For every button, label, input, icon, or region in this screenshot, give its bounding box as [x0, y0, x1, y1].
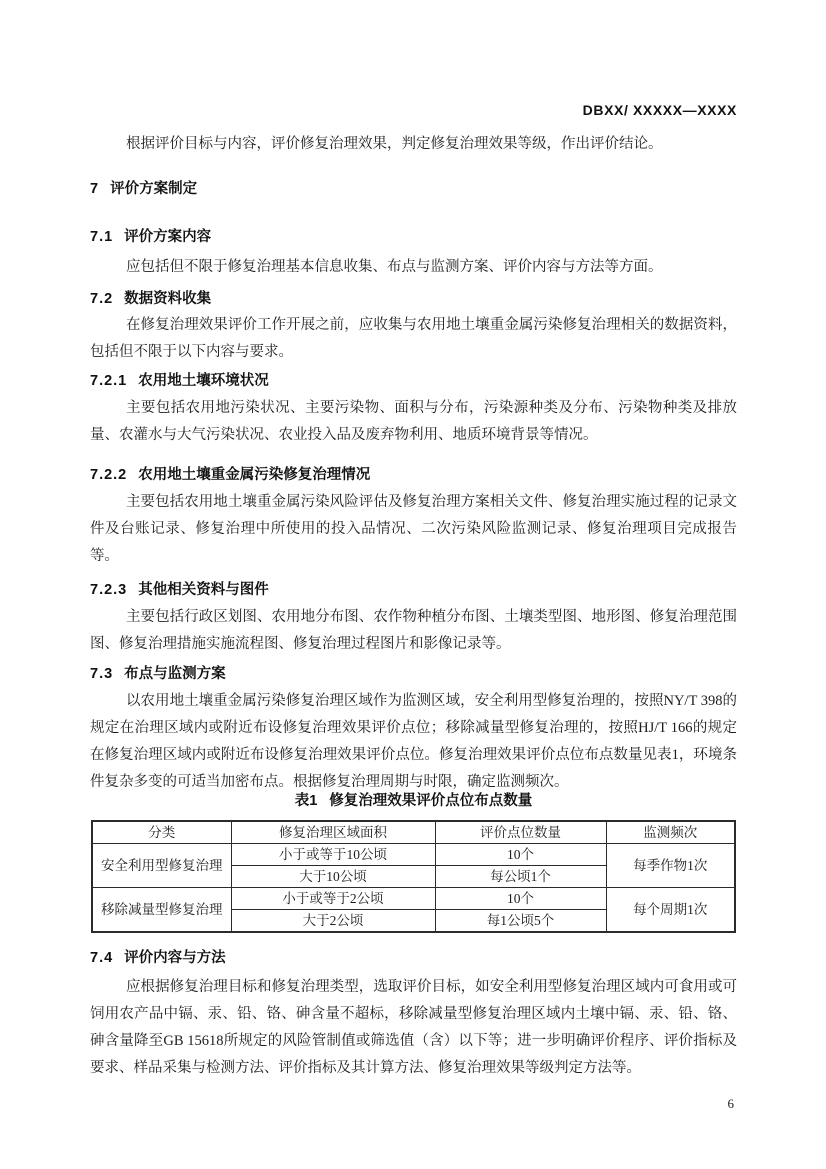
- section-paragraph-7-3: 以农用地土壤重金属污染修复治理区域作为监测区域，安全利用型修复治理的，按照NY/T 398的规定在治理区域内或附近布设修复治理效果评价点位；移除减量型修复治理的，按照HJ/T 166的规定在修复治理区域内或附近布设修复治理效果评价点位。修复治理效果评价点位布点数量见表1，环境条件复杂多变的可适当加密布点。根据修复治理周期与时限，确定监测频次。: [90, 693, 737, 790]
- table-cell-points: 10个: [435, 888, 606, 910]
- doc-code: DBXX/ XXXXX—XXXX: [582, 102, 737, 118]
- table-header-points: 评价点位数量: [435, 821, 606, 844]
- section-title: 数据资料收集: [124, 291, 212, 307]
- section-heading-7-2-2: [90, 465, 737, 485]
- table-cell-area: 大于10公顷: [231, 866, 435, 888]
- table-header-frequency: 监测频次: [606, 821, 735, 844]
- section-number: 7.3: [90, 666, 114, 682]
- section-title: 农用地土壤环境状况: [138, 373, 269, 389]
- section-number: 7.4: [90, 950, 114, 966]
- table-cell-points: 每1公顷5个: [435, 910, 606, 933]
- table-cell-points: 10个: [435, 844, 606, 866]
- section-number: 7: [90, 181, 100, 197]
- section-paragraph-7-1: 应包括但不限于修复治理基本信息收集、布点与监测方案、评价内容与方法等方面。: [126, 259, 663, 275]
- section-number: 7.2.1: [90, 373, 128, 389]
- section-paragraph-7-2: 在修复治理效果评价工作开展之前，应收集与农用地土壤重金属污染修复治理相关的数据资料，包括但不限于以下内容与要求。: [90, 317, 737, 360]
- section-paragraph-7-4: 应根据修复治理目标和修复治理类型，选取评价目标，如安全利用型修复治理区域内可食用或可饲用农产品中镉、汞、铅、铬、砷含量不超标，移除减量型修复治理区域内土壤中镉、汞、铅、铬、砷含量降至GB 15618所规定的风险管制值或筛选值（含）以下等；进一步明确评价程序、评价指标及要求、样品采集与检测方法、评价指标及其计算方法、修复治理效果等级判定方法等。: [90, 979, 737, 1076]
- section-paragraph-7-2-1: 主要包括农用地污染状况、主要污染物、面积与分布，污染源种类及分布、污染物种类及排放量、农灌水与大气污染状况、农业投入品及废弃物利用、地质环境背景等情况。: [90, 400, 737, 443]
- intro-paragraph: 根据评价目标与内容，评价修复治理效果，判定修复治理效果等级，作出评价结论。: [126, 136, 663, 152]
- table-cell-area: 大于2公顷: [231, 910, 435, 933]
- section-number: 7.1: [90, 229, 114, 245]
- table-cell-frequency: 每季作物1次: [606, 844, 735, 888]
- table-header-row: [92, 821, 735, 844]
- section-heading-7-4: [90, 948, 737, 968]
- table-caption-number: 表1: [294, 793, 318, 809]
- table-caption-title: 修复治理效果评价点位布点数量: [329, 793, 533, 809]
- section-heading-7-2-1: [90, 371, 737, 391]
- section-heading-7-1: [90, 227, 737, 247]
- section-paragraph-7-2-2: 主要包括农用地土壤重金属污染风险评估及修复治理方案相关文件、修复治理实施过程的记录文件及台账记录、修复治理中所使用的投入品情况、二次污染风险监测记录、修复治理项目完成报告等。: [90, 494, 737, 564]
- table-cell-area: 小于或等于10公顷: [231, 844, 435, 866]
- section-heading-7-2: [90, 289, 737, 309]
- table-header-area: 修复治理区域面积: [231, 821, 435, 844]
- table-cell-points: 每公顷1个: [435, 866, 606, 888]
- table-row: [92, 888, 735, 910]
- section-heading-7-2-3: [90, 580, 737, 600]
- section-heading-7: [90, 179, 737, 199]
- section-number: 7.2.3: [90, 582, 128, 598]
- table-cell-frequency: 每个周期1次: [606, 888, 735, 933]
- section-title: 布点与监测方案: [124, 666, 226, 682]
- table-cell-area: 小于或等于2公顷: [231, 888, 435, 910]
- section-number: 7.2: [90, 291, 114, 307]
- section-heading-7-3: [90, 664, 737, 684]
- section-title: 评价方案内容: [124, 229, 212, 245]
- table-cell-classification: 移除减量型修复治理: [92, 888, 231, 933]
- table-row: [92, 844, 735, 866]
- table-1: [91, 820, 736, 933]
- section-title: 农用地土壤重金属污染修复治理情况: [138, 467, 371, 483]
- section-title: 其他相关资料与图件: [138, 582, 269, 598]
- page-number: 6: [727, 1096, 734, 1111]
- section-title: 评价内容与方法: [124, 950, 226, 966]
- section-paragraph-7-2-3: 主要包括行政区划图、农用地分布图、农作物种植分布图、土壤类型图、地形图、修复治理范围图、修复治理措施实施流程图、修复治理过程图片和影像记录等。: [90, 609, 737, 652]
- table-cell-classification: 安全利用型修复治理: [92, 844, 231, 888]
- section-number: 7.2.2: [90, 467, 128, 483]
- section-title: 评价方案制定: [110, 181, 198, 197]
- table-header-classification: 分类: [92, 821, 231, 844]
